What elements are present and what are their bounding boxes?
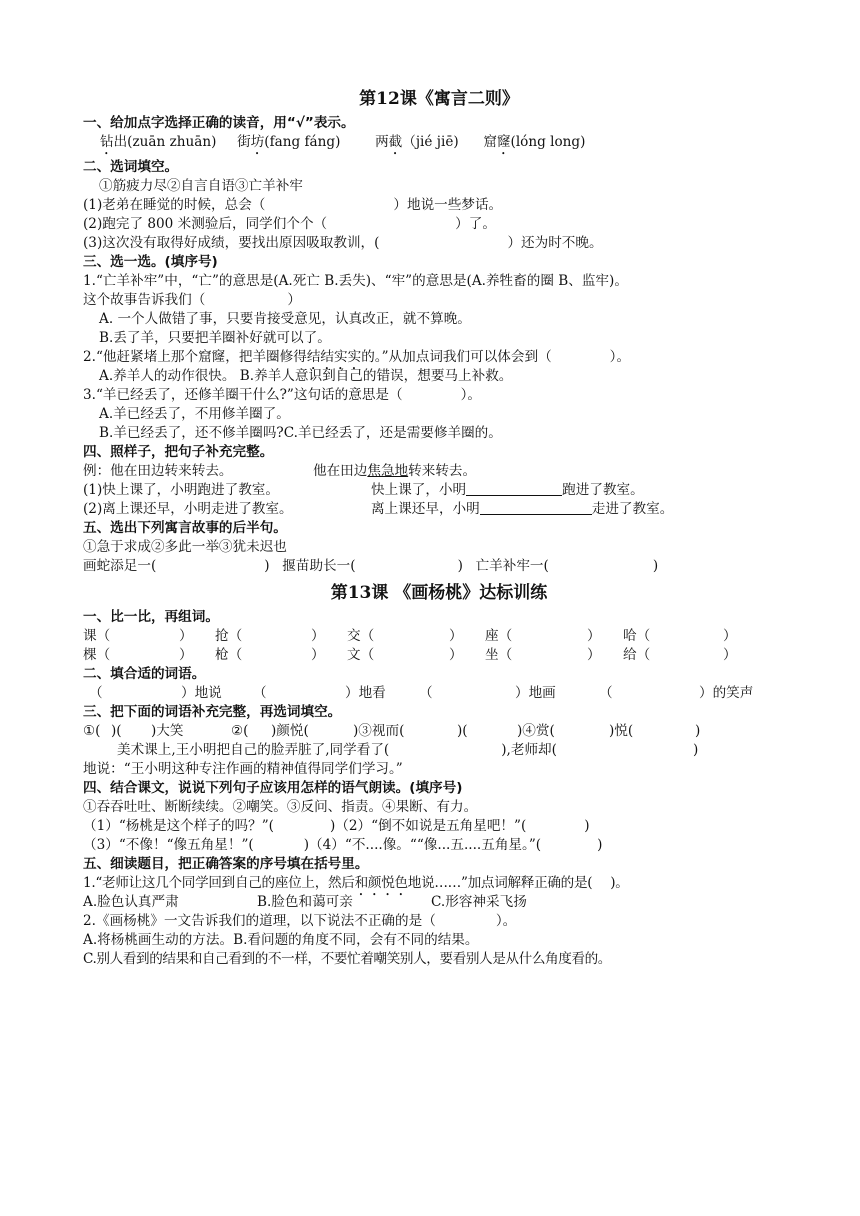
l13-s4-line-1: （1）“杨桃是这个样子的吗？”( )（2）“倒不如说是五角星吧！”( ) (83, 818, 590, 834)
underlined-word: 焦急地 (367, 463, 409, 479)
l12-s3-q1: 1.“亡羊补牢”中，“亡”的意思是(A.死亡 B.丢失)、“牢”的意思是(A.养牲畜的圈 B、监牢)。 (83, 273, 628, 289)
l12-section-1-heading: 一、给加点字选择正确的读音，用“√”表示。 (83, 115, 355, 131)
l12-section-4-heading: 四、照样子，把句子补充完整。 (83, 444, 274, 460)
l12-s5-options: ①急于求成②多此一举③犹未迟也 (83, 539, 287, 555)
l13-s5-q2-option-c: C.别人看到的结果和自己看到的不一样，不要忙着嘲笑别人，要看别人是从什么角度看的。 (83, 951, 611, 967)
dotted-word: 结结实实 (306, 349, 362, 365)
l12-s5-answers: 画蛇添足一( ) 揠苗助长一( ) 亡羊补牢一( ) (83, 558, 659, 574)
l12-s3-q3-option-a: A.羊已经丢了，不用修羊圈了。 (99, 406, 290, 422)
l12-s4-row-2: (2)离上课还早，小明走进了教室。 离上课还早，小明 走进了教室。 (83, 501, 674, 517)
l12-s3-q1b: 这个故事告诉我们（ ） (83, 292, 301, 308)
l12-s2-q1: (1)老弟在睡觉的时候，总会（ ）地说一些梦话。 (83, 197, 503, 213)
l12-section-5-heading: 五、选出下列寓言故事的后半句。 (83, 520, 287, 536)
l12-s4-row-1: (1)快上课了，小明跑进了教室。 快上课了，小明 跑进了教室。 (83, 482, 644, 498)
l13-s3-sentence: 美术课上,王小明把自己的脸弄脏了,同学看了( ),老师却( ) (117, 742, 699, 758)
l12-s3-q1-option-a: A. 一个人做错了事，只要肯接受意见，认真改正，就不算晚。 (99, 311, 471, 327)
l13-section-5-heading: 五、细读题目，把正确答案的序号填在括号里。 (83, 856, 369, 872)
l13-s4-options: ①吞吞吐吐、断断续续。②嘲笑。③反问、指责。④果断、有力。 (83, 799, 478, 815)
l13-s5-q2-options-ab: A.将杨桃画生动的方法。B.看问题的角度不同，会有不同的结果。 (83, 932, 479, 948)
l13-s1-row-1: 课（ ） 抢（ ） 交（ ） 座（ ） 哈（ ） (83, 628, 737, 644)
l13-section-1-heading: 一、比一比，再组词。 (83, 609, 219, 625)
l13-s2-row: （ ）地说 （ ）地看 （ ）地画 （ ）的笑声 (89, 685, 754, 701)
l12-s3-q3-option-bc: B.羊已经丢了，还不修羊圈吗?C.羊已经丢了，还是需要修羊圈的。 (99, 425, 502, 441)
lesson-13-title: 第13课 《画杨桃》达标训练 (330, 583, 548, 603)
dotted-char: 窿 (496, 134, 511, 150)
l13-section-3-heading: 三、把下面的词语补充完整，再选词填空。 (83, 704, 342, 720)
dotted-word: 和颜悦色 (354, 875, 408, 891)
l13-s3-sentence-cont: 地说：“王小明这种专注作画的精神值得同学们学习。” (83, 761, 403, 777)
l12-s3-q2: 2.“他赶紧堵上那个窟窿，把羊圈修得结结实实的。”从加点词我们可以体会到（ ）。 (83, 349, 631, 365)
dotted-char: 坊 (250, 134, 265, 150)
l13-s5-q2: 2.《画杨桃》一文告诉我们的道理，以下说法不正确的是（ ）。 (83, 913, 517, 929)
l13-section-4-heading: 四、结合课文，说说下列句子应该用怎样的语气朗读。(填序号) (83, 780, 463, 796)
l12-s3-q3: 3.“羊已经丢了，还修羊圈干什么?”这句话的意思是（ ）。 (83, 387, 482, 403)
l13-s5-q1: 1.“老师让这几个同学回到自己的座位上，然后和颜悦色地说……”加点词解释正确的是( )。 (83, 875, 629, 891)
answer-blank[interactable] (466, 481, 562, 496)
l12-section-2-heading: 二、选词填空。 (83, 159, 179, 175)
dotted-char: 钻 (100, 134, 114, 150)
l12-s4-example: 例：他在田边转来转去。 他在田边 焦急地 转来转去。 (83, 463, 477, 479)
l13-s3-row: ①( )( )大笑 ②( )颜悦( )③视而( )( )④赏( )悦( ) (83, 723, 701, 739)
l12-s2-q3: (3)这次没有取得好成绩，要找出原因吸取教训，( ）还为时不晚。 (83, 235, 603, 251)
l12-section-3-heading: 三、选一选。(填序号) (83, 254, 218, 270)
l13-s1-row-2: 棵（ ） 枪（ ） 文（ ） 坐（ ） 给（ ） (83, 647, 737, 663)
l13-s5-q1-options: A.脸色认真严肃 B.脸色和蔼可亲 C.形容神采飞扬 (83, 894, 527, 910)
answer-blank[interactable] (480, 500, 592, 515)
dotted-char: 截 (388, 134, 403, 150)
l12-s3-q2-options: A.养羊人的动作很快。 B.养羊人意识到自己的错误，想要马上补救。 (99, 368, 513, 384)
lesson-12-title: 第12课《寓言二则》 (359, 89, 519, 109)
l12-s2-options: ①筋疲力尽②自言自语③亡羊补牢 (99, 178, 303, 194)
l13-section-2-heading: 二、填合适的词语。 (83, 666, 206, 682)
l12-s2-q2: (2)跑完了 800 米测验后，同学们个个（ ）了。 (83, 216, 496, 232)
worksheet-page (83, 84, 795, 969)
l12-pinyin-items: 钻出(zuān zhuān) 街坊(fang fáng) 两截（jié jiē) 窟窿(lóng long) (100, 134, 586, 150)
l13-s4-line-2: （3）“不像！“像五角星！”( )（4）“不....像。““像...五....五角星。”( ) (83, 837, 603, 853)
l12-s3-q1-option-b: B.丢了羊，只要把羊圈补好就可以了。 (99, 330, 331, 346)
